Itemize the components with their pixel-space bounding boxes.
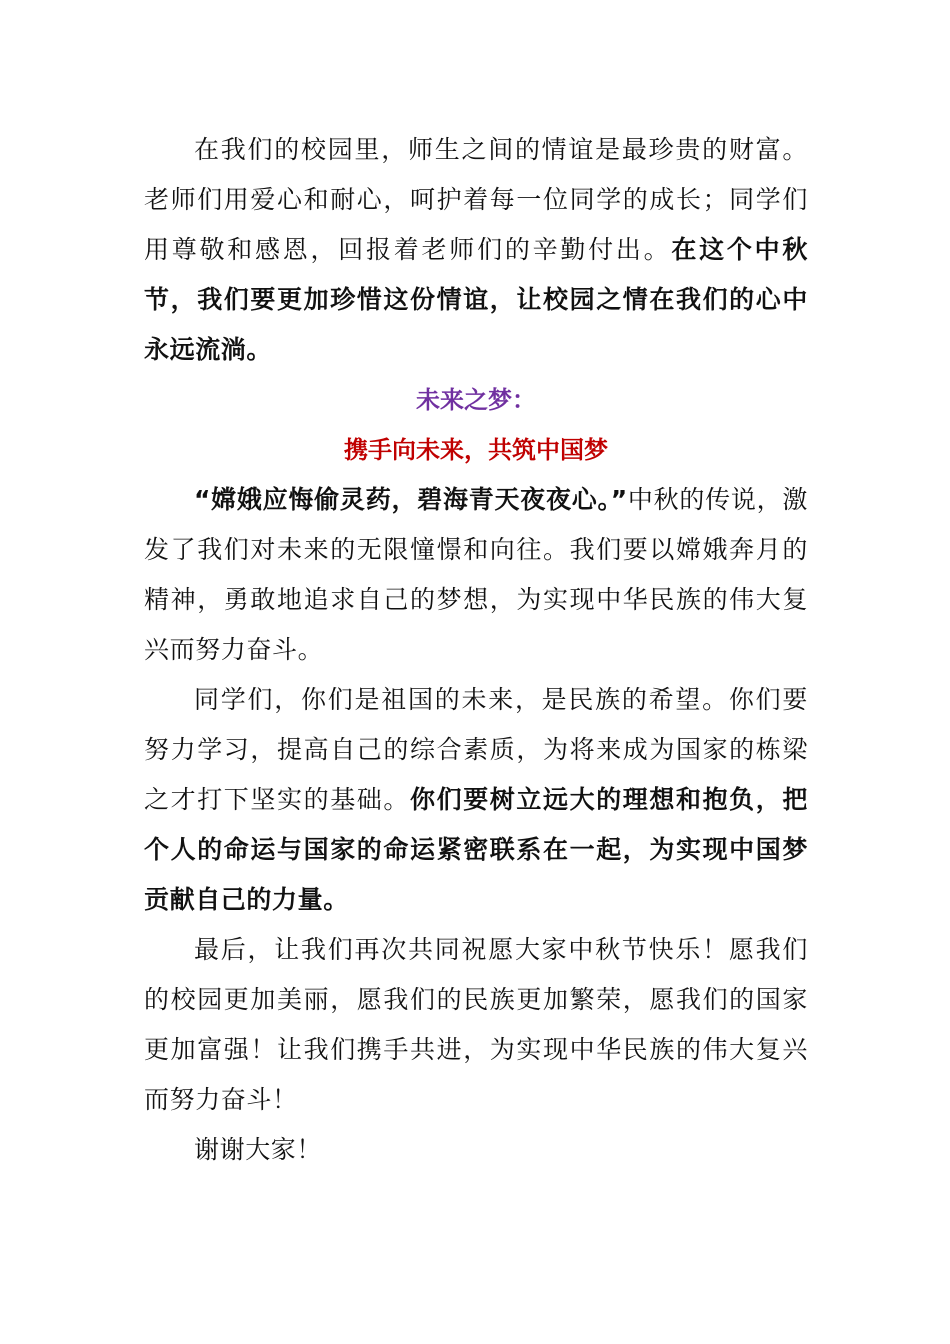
- section-heading: 未来之梦：: [416, 386, 536, 414]
- paragraph-bold-text: 在这个中秋节，我们要更加珍惜这份情谊，让校园之情在我们的心中永远流淌。: [144, 235, 808, 364]
- paragraph-text: 中秋的传说，激发了我们对未来的无限憧憬和向往。我们要以嫦娥奔月的精神，勇敢地追求自己的梦想，为实现中华民族的伟大复兴而努力奋斗。: [144, 485, 808, 664]
- paragraph-bold-text: 你们要树立远大的理想和抱负，把个人的命运与国家的命运紧密联系在一起，为实现中国梦贡献自己的力量。: [144, 785, 808, 914]
- poem-quote: “嫦娥应悔偷灵药，碧海青天夜夜心。”: [194, 485, 628, 514]
- document-page: [144, 125, 808, 1175]
- paragraph-closing-wishes: 最后，让我们再次共同祝愿大家中秋节快乐！愿我们的校园更加美丽，愿我们的民族更加繁荣，愿我们的国家更加富强！让我们携手共进，为实现中华民族的伟大复兴而努力奋斗！: [144, 935, 808, 1114]
- paragraph-thanks: 谢谢大家！: [194, 1135, 323, 1164]
- paragraph-campus-friendship: [144, 125, 808, 375]
- paragraph-text: 在我们的校园里，师生之间的情谊是最珍贵的财富。老师们用爱心和耐心，呵护着每一位同学的成长；同学们用尊敬和感恩，回报着老师们的辛勤付出。: [144, 135, 808, 264]
- paragraph-students-future: [144, 675, 808, 925]
- paragraph-change-legend: [144, 475, 808, 675]
- paragraph-text: 同学们，你们是祖国的未来，是民族的希望。你们要努力学习，提高自己的综合素质，为将来成为国家的栋梁之才打下坚实的基础。: [144, 685, 808, 814]
- section-subheading: 携手向未来，共筑中国梦: [344, 436, 608, 464]
